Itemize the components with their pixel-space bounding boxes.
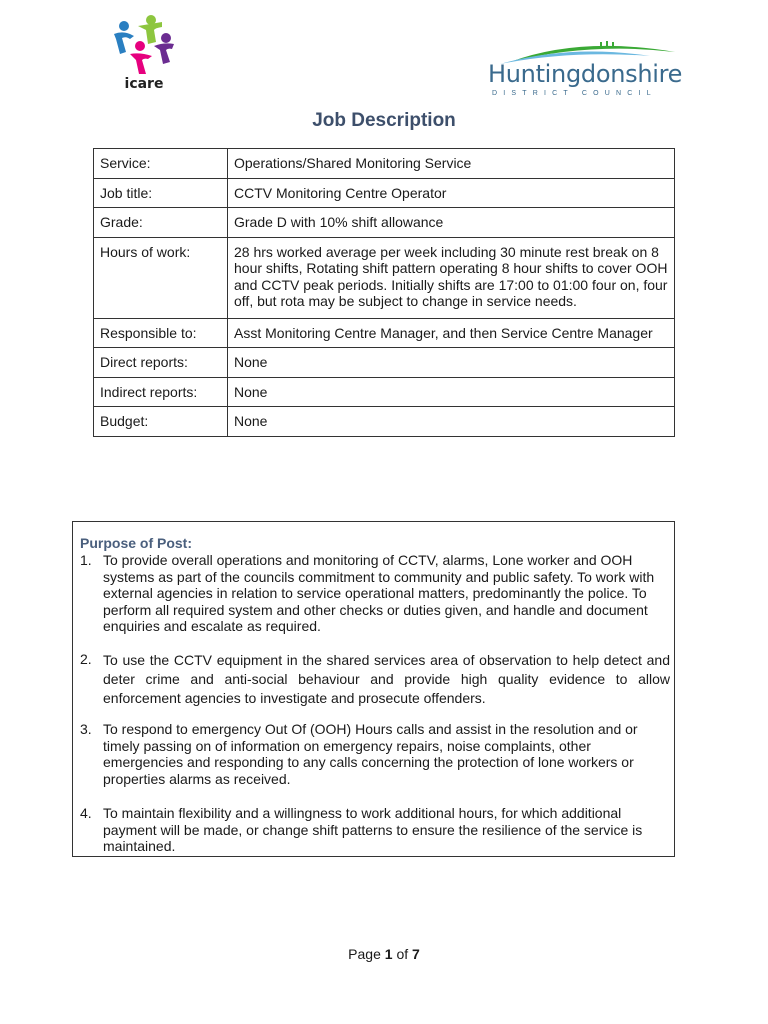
page-title: Job Description: [312, 110, 456, 131]
list-item-text: To provide overall operations and monitoring of CCTV, alarms, Lone worker and OOH systems as part of the councils commitment to community and public safety. To work with external agencies in relation to service operational matters, predominantly the police. To perform all required system and other checks or duties given, and handle and document enquiries and escalate as required.: [103, 552, 655, 634]
list-item-number: 1.: [80, 552, 92, 568]
row-value: None: [228, 407, 675, 437]
table-row: [94, 348, 675, 378]
icare-figures-icon: [108, 12, 180, 76]
table-row: [94, 178, 675, 208]
table-row: [94, 237, 675, 318]
table-row: [94, 149, 675, 179]
row-value: None: [228, 377, 675, 407]
table-row: [94, 377, 675, 407]
footer-of-label: of: [396, 946, 409, 962]
huntingdonshire-logo: [470, 38, 685, 104]
list-item-number: 3.: [80, 721, 92, 737]
list-item: [80, 805, 670, 855]
row-label: Responsible to:: [94, 318, 228, 348]
purpose-heading: Purpose of Post:: [80, 535, 193, 551]
list-item-text: To maintain flexibility and a willingness to work additional hours, for which additional payment will be made, or change shift patterns to ensure the resilience of the service is maintained.: [103, 805, 643, 854]
list-item-text: To use the CCTV equipment in the shared services area of observation to help detect and deter crime and anti-social behaviour and provide high quality evidence to allow enforcement agencies to investigate and prosecute offenders.: [103, 652, 670, 706]
list-item-number: 2.: [80, 651, 92, 667]
row-label: Job title:: [94, 178, 228, 208]
row-value: Operations/Shared Monitoring Service: [228, 149, 675, 179]
footer-current-page: 1: [384, 946, 393, 962]
list-item-number: 4.: [80, 805, 92, 821]
list-item: [80, 651, 670, 708]
row-value: Grade D with 10% shift allowance: [228, 208, 675, 238]
table-row: [94, 208, 675, 238]
row-value: 28 hrs worked average per week including 30 minute rest break on 8 hour shifts, Rotating shift pattern operating 8 hour shifts to cover OOH and CCTV peak periods. Initially shifts are 17:00 to 01:00 four on, four off, but rota may be subject to change in service needs.: [228, 237, 675, 318]
row-value: None: [228, 348, 675, 378]
icare-logo-text: icare: [124, 76, 164, 92]
hdc-logo-name: Huntingdonshire: [488, 60, 683, 88]
list-item: [80, 552, 670, 635]
row-label: Service:: [94, 149, 228, 179]
hdc-logo-subtitle: DISTRICT COUNCIL: [492, 90, 657, 97]
row-label: Budget:: [94, 407, 228, 437]
purpose-of-post-box: [72, 521, 675, 857]
row-value: CCTV Monitoring Centre Operator: [228, 178, 675, 208]
footer-page-label: Page: [348, 946, 381, 962]
list-item-text: To respond to emergency Out Of (OOH) Hours calls and assist in the resolution and or timely passing on of information on emergency repairs, noise complaints, other emergencies and responding to any calls concerning the protection of lone workers or properties alarms as received.: [103, 721, 638, 787]
icare-logo: [108, 12, 180, 96]
table-row: [94, 407, 675, 437]
table-row: [94, 318, 675, 348]
row-label: Grade:: [94, 208, 228, 238]
job-info-table: [93, 148, 675, 437]
row-label: Hours of work:: [94, 237, 228, 318]
row-label: Indirect reports:: [94, 377, 228, 407]
footer-total-pages: 7: [412, 946, 420, 962]
row-label: Direct reports:: [94, 348, 228, 378]
page-footer: [0, 946, 768, 962]
row-value: Asst Monitoring Centre Manager, and then Service Centre Manager: [228, 318, 675, 348]
list-item: [80, 721, 670, 787]
